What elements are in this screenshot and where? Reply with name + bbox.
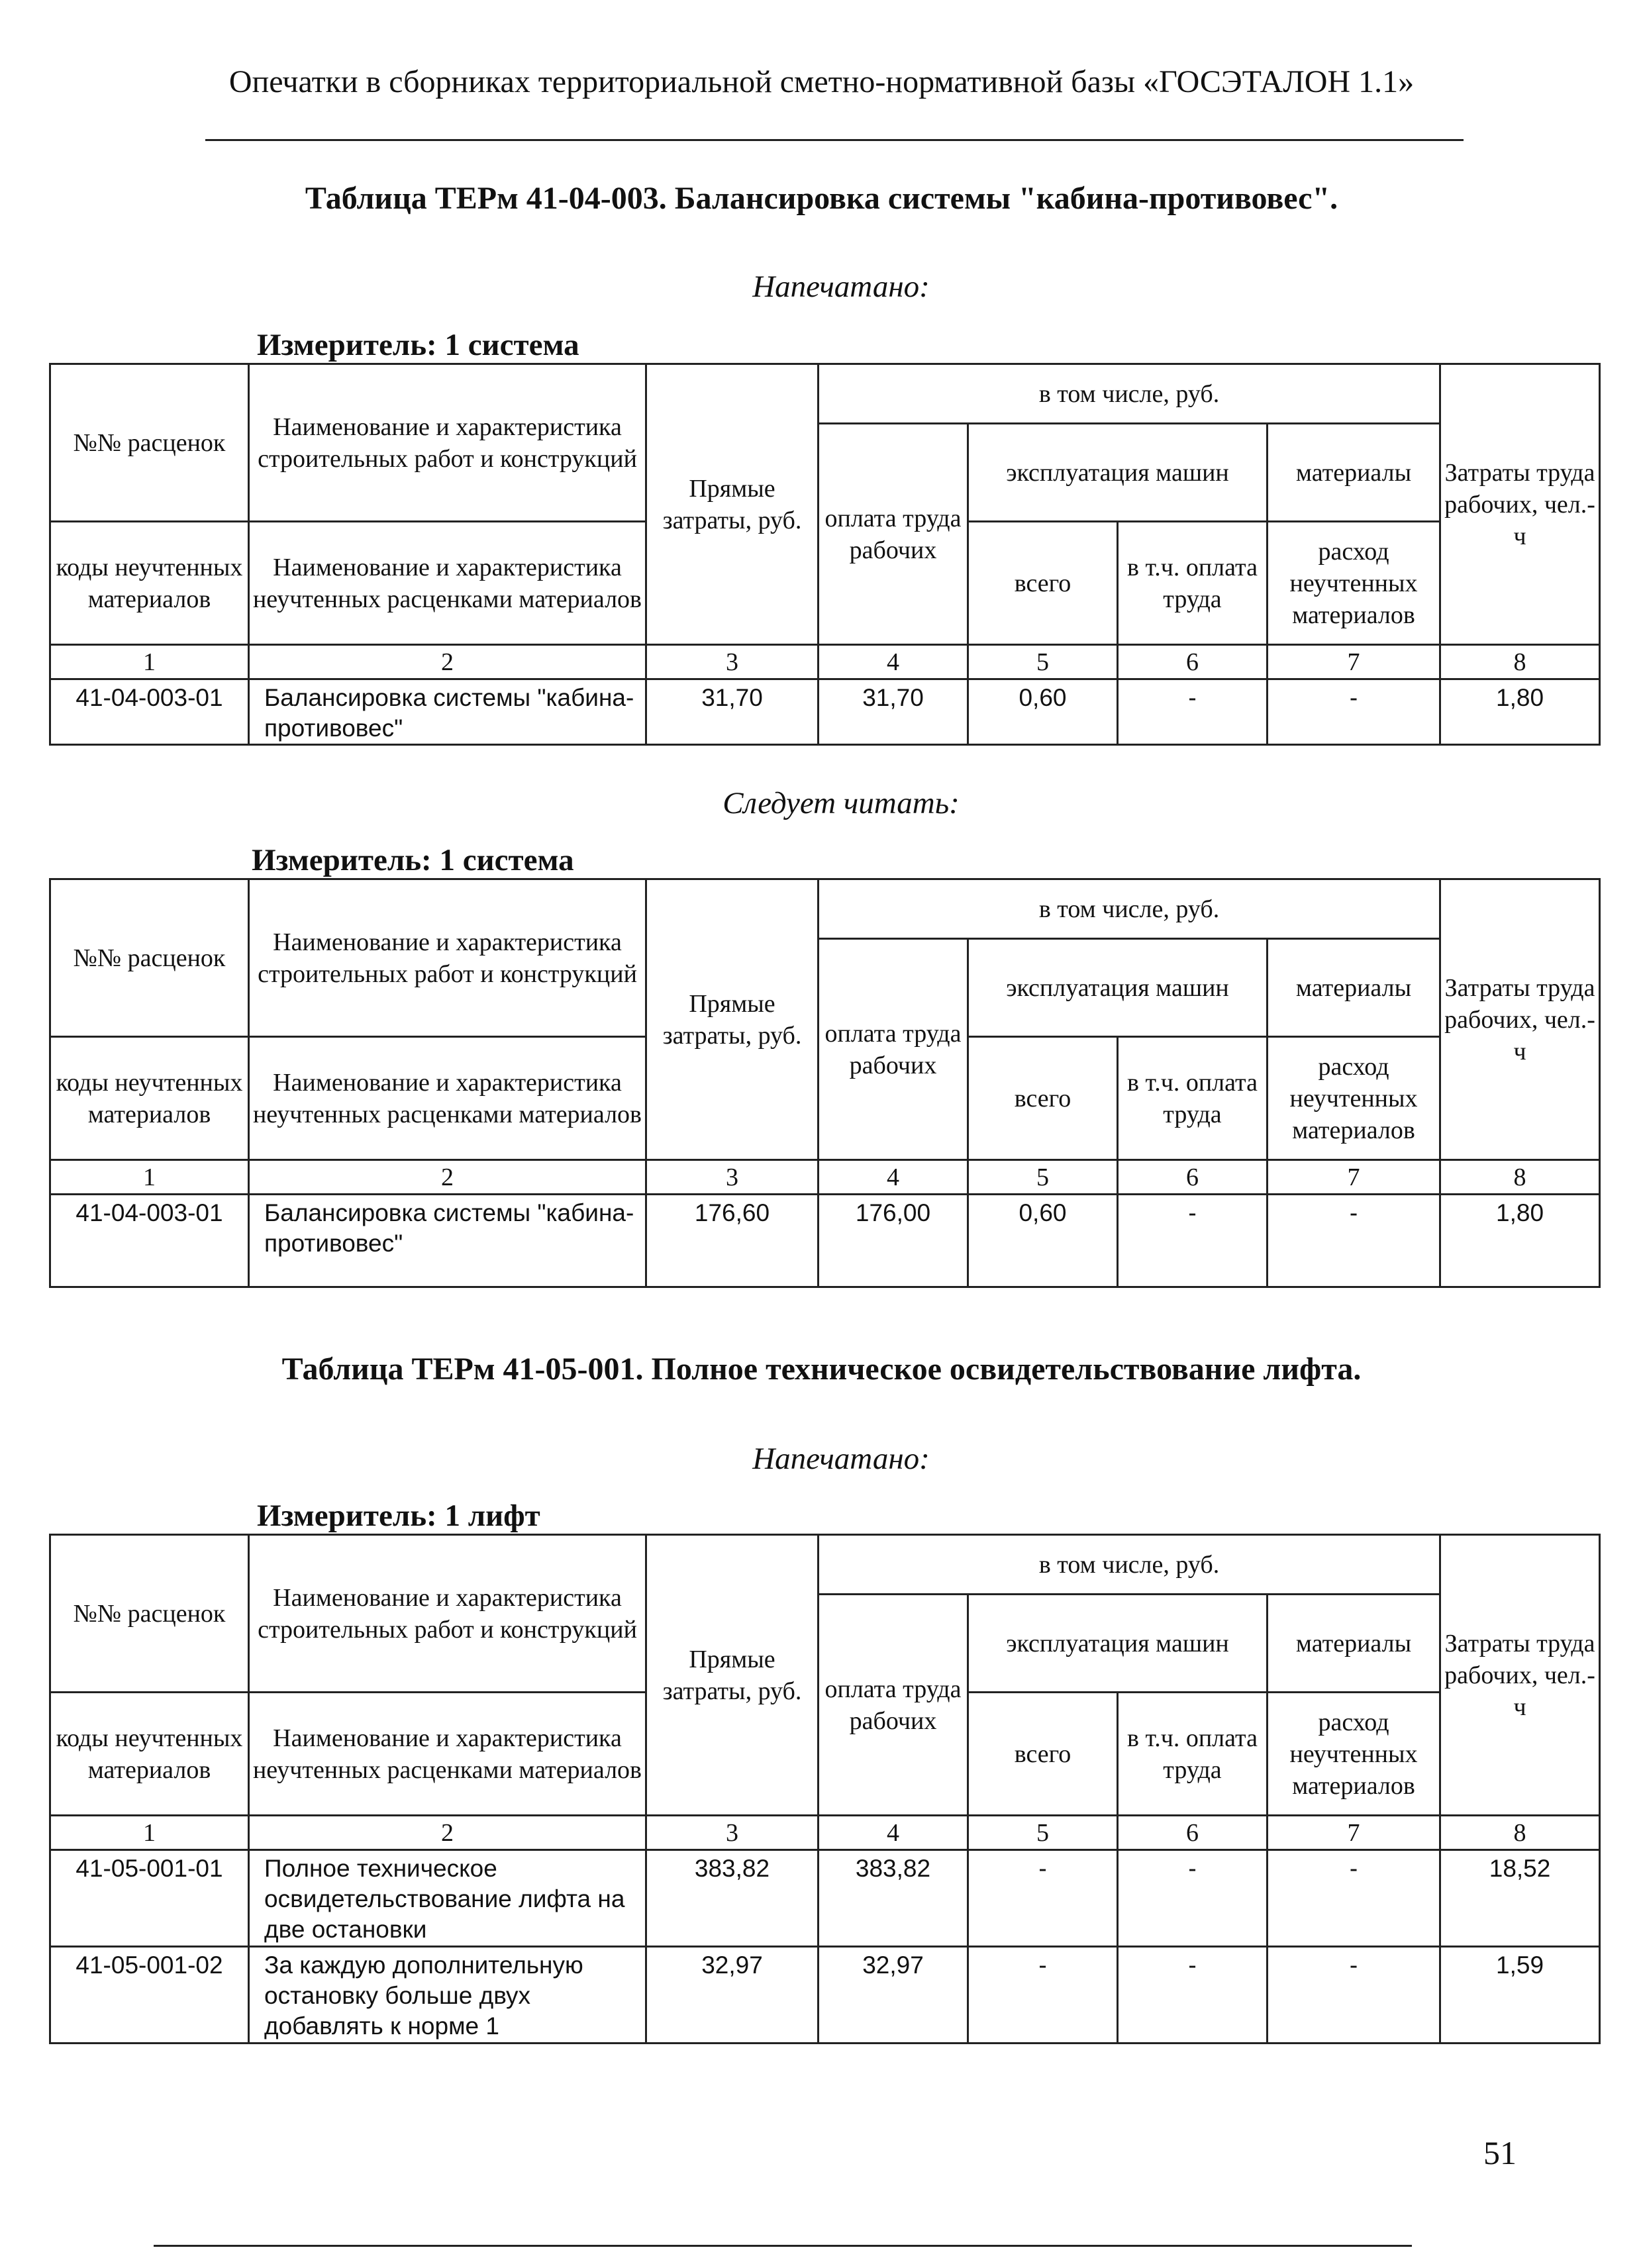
col-unaccounted-codes-header: коды неучтенных материалов — [50, 522, 249, 645]
col-materials-header: материалы — [1268, 1595, 1440, 1693]
col-number: 7 — [1268, 645, 1440, 679]
machines-wages: - — [1118, 1195, 1268, 1287]
col-name-header: Наименование и характеристика строительных работ и конструкций — [249, 879, 646, 1037]
col-code-header: №№ расценок — [50, 879, 249, 1037]
col-number: 6 — [1118, 1160, 1268, 1195]
col-direct-header: Прямые затраты, руб. — [646, 879, 819, 1160]
col-machines-header: эксплуатация машин — [968, 424, 1268, 522]
section-title: Таблица ТЕРм 41-05-001. Полное техническое освидетельствование лифта. — [281, 1352, 1362, 1387]
materials-cost: - — [1268, 1850, 1440, 1947]
labor-hours: 1,80 — [1440, 1195, 1600, 1287]
col-code-header: №№ расценок — [50, 1535, 249, 1693]
col-number: 5 — [968, 1816, 1118, 1850]
labor-hours: 1,59 — [1440, 1947, 1600, 2044]
col-unaccounted-codes-header: коды неучтенных материалов — [50, 1037, 249, 1160]
col-wages-header: оплата труда рабочих — [819, 1595, 968, 1816]
col-number: 8 — [1440, 645, 1600, 679]
machines-total: - — [968, 1947, 1118, 2044]
rate-name: Полное техническое освидетельствование лифта на две остановки — [249, 1850, 646, 1947]
rate-code: 41-04-003-01 — [50, 1195, 249, 1287]
rate-name: Балансировка системы "кабина-противовес" — [249, 679, 646, 745]
col-including-header: в том числе, руб. — [819, 1535, 1440, 1595]
col-unaccounted-names-header: Наименование и характеристика неучтенных расценками материалов — [249, 1693, 646, 1816]
wages-cost: 176,00 — [819, 1195, 968, 1287]
col-number: 5 — [968, 645, 1118, 679]
rates-table — [49, 878, 1601, 1288]
wages-cost: 383,82 — [819, 1850, 968, 1947]
col-number: 2 — [249, 645, 646, 679]
wages-cost: 31,70 — [819, 679, 968, 745]
col-number: 6 — [1118, 645, 1268, 679]
col-name-header: Наименование и характеристика строительных работ и конструкций — [249, 1535, 646, 1693]
col-number: 1 — [50, 1816, 249, 1850]
machines-total: 0,60 — [968, 679, 1118, 745]
machines-wages: - — [1118, 1850, 1268, 1947]
meter-label: Измеритель: 1 лифт — [257, 1499, 540, 1533]
meter-label: Измеритель: 1 система — [257, 328, 579, 362]
footer-divider — [154, 2245, 1412, 2247]
table-row — [50, 1850, 1600, 1947]
machines-total: 0,60 — [968, 1195, 1118, 1287]
direct-cost: 32,97 — [646, 1947, 819, 2044]
col-number: 8 — [1440, 1816, 1600, 1850]
col-number: 1 — [50, 1160, 249, 1195]
col-number: 4 — [819, 1816, 968, 1850]
col-wages-header: оплата труда рабочих — [819, 939, 968, 1160]
col-code-header: №№ расценок — [50, 364, 249, 522]
col-total-header: всего — [968, 1693, 1118, 1816]
col-unaccounted-use-header: расход неучтенных материалов — [1268, 1693, 1440, 1816]
table-row — [50, 1195, 1600, 1287]
col-including-header: в том числе, руб. — [819, 364, 1440, 424]
col-wages-header: оплата труда рабочих — [819, 424, 968, 645]
rate-code: 41-04-003-01 — [50, 679, 249, 745]
table-row — [50, 679, 1600, 745]
col-number: 3 — [646, 1160, 819, 1195]
col-number: 2 — [249, 1816, 646, 1850]
col-number: 5 — [968, 1160, 1118, 1195]
col-unaccounted-names-header: Наименование и характеристика неучтенных расценками материалов — [249, 1037, 646, 1160]
col-number: 4 — [819, 1160, 968, 1195]
col-labor-header: Затраты труда рабочих, чел.-ч — [1440, 364, 1600, 645]
col-total-header: всего — [968, 1037, 1118, 1160]
document-header: Опечатки в сборниках территориальной сметно-нормативной базы «ГОСЭТАЛОН 1.1» — [228, 64, 1415, 99]
col-number: 7 — [1268, 1816, 1440, 1850]
meter-label: Измеритель: 1 система — [252, 843, 574, 877]
rate-code: 41-05-001-02 — [50, 1947, 249, 2044]
machines-wages: - — [1118, 679, 1268, 745]
section-title: Таблица ТЕРм 41-04-003. Балансировка системы "кабина-противовес". — [305, 181, 1338, 216]
rate-code: 41-05-001-01 — [50, 1850, 249, 1947]
table-row — [50, 1947, 1600, 2044]
col-incl-wages-header: в т.ч. оплата труда — [1118, 1037, 1268, 1160]
variant-label: Напечатано: — [752, 270, 930, 304]
col-name-header: Наименование и характеристика строительных работ и конструкций — [249, 364, 646, 522]
col-unaccounted-codes-header: коды неучтенных материалов — [50, 1693, 249, 1816]
col-number: 8 — [1440, 1160, 1600, 1195]
col-total-header: всего — [968, 522, 1118, 645]
col-unaccounted-use-header: расход неучтенных материалов — [1268, 1037, 1440, 1160]
direct-cost: 383,82 — [646, 1850, 819, 1947]
col-number: 2 — [249, 1160, 646, 1195]
header-divider — [205, 139, 1464, 141]
col-labor-header: Затраты труда рабочих, чел.-ч — [1440, 1535, 1600, 1816]
col-number: 7 — [1268, 1160, 1440, 1195]
col-number: 3 — [646, 1816, 819, 1850]
materials-cost: - — [1268, 1947, 1440, 2044]
col-direct-header: Прямые затраты, руб. — [646, 364, 819, 645]
rate-name: За каждую дополнительную остановку больше двух добавлять к норме 1 — [249, 1947, 646, 2044]
materials-cost: - — [1268, 679, 1440, 745]
col-machines-header: эксплуатация машин — [968, 1595, 1268, 1693]
col-number: 6 — [1118, 1816, 1268, 1850]
rates-table — [49, 1534, 1601, 2044]
variant-label: Напечатано: — [752, 1442, 930, 1476]
col-materials-header: материалы — [1268, 939, 1440, 1037]
rate-name: Балансировка системы "кабина-противовес" — [249, 1195, 646, 1287]
machines-wages: - — [1118, 1947, 1268, 2044]
rates-table — [49, 363, 1601, 746]
direct-cost: 31,70 — [646, 679, 819, 745]
col-unaccounted-use-header: расход неучтенных материалов — [1268, 522, 1440, 645]
machines-total: - — [968, 1850, 1118, 1947]
variant-label: Следует читать: — [722, 786, 960, 820]
col-number: 4 — [819, 645, 968, 679]
page-number: 51 — [1483, 2134, 1517, 2171]
col-unaccounted-names-header: Наименование и характеристика неучтенных расценками материалов — [249, 522, 646, 645]
col-incl-wages-header: в т.ч. оплата труда — [1118, 1693, 1268, 1816]
labor-hours: 18,52 — [1440, 1850, 1600, 1947]
materials-cost: - — [1268, 1195, 1440, 1287]
col-materials-header: материалы — [1268, 424, 1440, 522]
col-direct-header: Прямые затраты, руб. — [646, 1535, 819, 1816]
col-number: 1 — [50, 645, 249, 679]
col-labor-header: Затраты труда рабочих, чел.-ч — [1440, 879, 1600, 1160]
labor-hours: 1,80 — [1440, 679, 1600, 745]
direct-cost: 176,60 — [646, 1195, 819, 1287]
col-including-header: в том числе, руб. — [819, 879, 1440, 939]
col-machines-header: эксплуатация машин — [968, 939, 1268, 1037]
col-incl-wages-header: в т.ч. оплата труда — [1118, 522, 1268, 645]
wages-cost: 32,97 — [819, 1947, 968, 2044]
col-number: 3 — [646, 645, 819, 679]
